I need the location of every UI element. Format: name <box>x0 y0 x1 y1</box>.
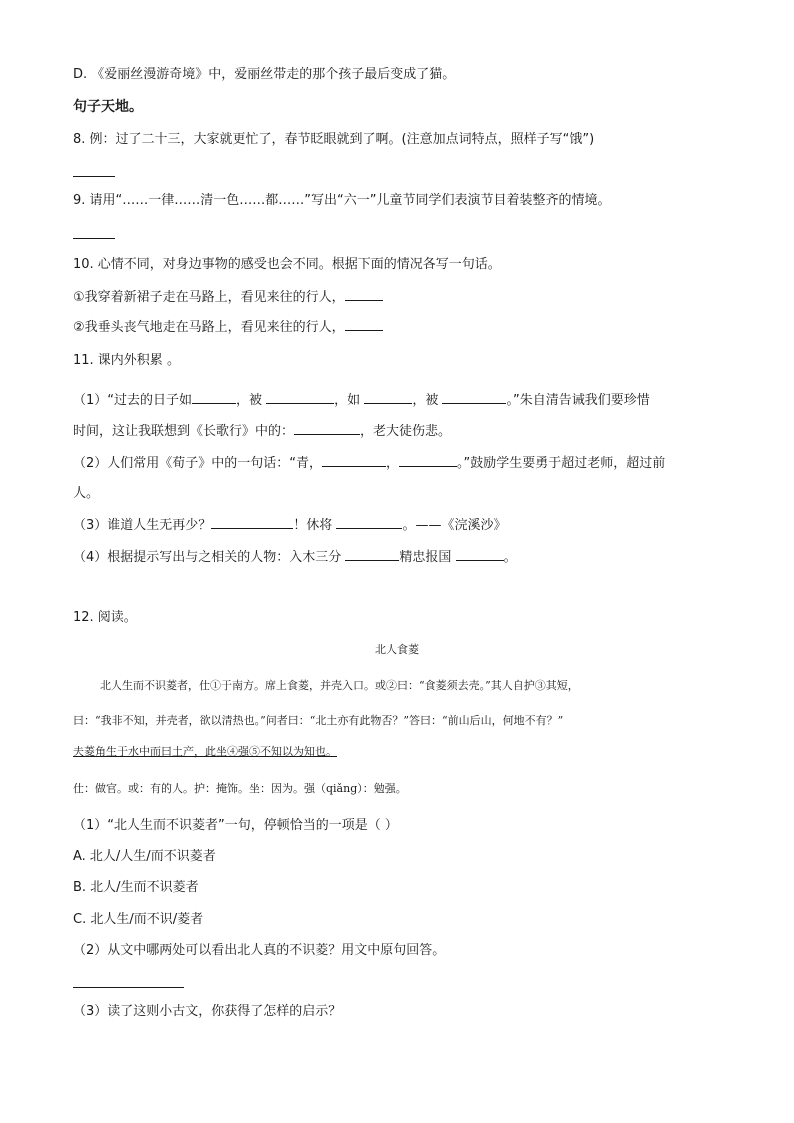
question-12-1: （1）“北人生而不识菱者”一句，停顿恰当的一项是（ ） <box>73 818 398 833</box>
passage-line-1: 北人生而不识菱者，仕①于南方。席上食菱，并壳入口。或②曰：“食菱须去壳。”其人自护③其短， <box>100 679 579 692</box>
blank[interactable] <box>266 391 334 404</box>
question-12-3: （3）读了这则小古文，你获得了怎样的启示？ <box>73 1004 342 1019</box>
answer-line-8[interactable] <box>73 176 115 177</box>
question-11-2-cont: 人。 <box>73 486 100 501</box>
passage-line-2: 曰：“我非不知，并壳者，欲以清热也。”问者曰：“北土亦有此物否？”答曰：“前山后山，何地不有？” <box>73 714 564 727</box>
option-d: D. 《爱丽丝漫游奇境》中，爱丽丝带走的那个孩子最后变成了猫。 <box>73 67 456 82</box>
blank[interactable] <box>294 422 360 435</box>
question-12-2: （2）从文中哪两处可以看出北人真的不识菱？用文中原句回答。 <box>73 943 446 958</box>
blank[interactable] <box>211 516 293 529</box>
question-10: 10. 心情不同，对身边事物的感受也会不同。根据下面的情况各写一句话。 <box>73 257 501 272</box>
passage-line-3: 夫菱角生于水中而曰土产，此坐④强⑤不知以为知也。 <box>73 745 337 758</box>
blank[interactable] <box>456 548 504 561</box>
option-c[interactable]: C. 北人生/而不识/菱者 <box>73 912 204 927</box>
question-11-3: （3）谁道人生无再少？ ！休将 。——《浣溪沙》 <box>73 518 507 533</box>
blank[interactable] <box>399 454 457 467</box>
question-11-2: （2）人们常用《荀子》中的一句话：“青， ， 。”鼓励学生要勇于超过老师，超过前 <box>73 456 666 471</box>
annotations: 仕：做官。或：有的人。护：掩饰。坐：因为。强（qiǎng）：勉强。 <box>73 782 407 795</box>
option-a[interactable]: A. 北人/人生/而不识菱者 <box>73 849 216 864</box>
question-12: 12. 阅读。 <box>73 610 137 625</box>
question-10-2: ②我垂头丧气地走在马路上，看见来往的行人， <box>73 318 383 337</box>
passage-title: 北人食菱 <box>375 643 419 656</box>
blank[interactable] <box>364 391 412 404</box>
option-b[interactable]: B. 北人/生而不识菱者 <box>73 880 199 895</box>
question-11: 11. 课内外积累 。 <box>73 353 180 368</box>
blank[interactable] <box>345 288 383 301</box>
question-11-1-cont: 时间，这让我联想到《长歌行》中的： ，老大徒伤悲。 <box>73 424 452 439</box>
blank[interactable] <box>442 391 506 404</box>
question-11-4: （4）根据提示写出与之相关的人物：入木三分 精忠报国 。 <box>73 550 517 565</box>
answer-line-9[interactable] <box>73 238 115 239</box>
blank[interactable] <box>345 548 399 561</box>
blank[interactable] <box>192 391 236 404</box>
section-title: 句子天地。 <box>73 99 143 115</box>
blank[interactable] <box>336 516 402 529</box>
answer-line-12-2[interactable] <box>73 987 184 988</box>
question-11-1: （1）“过去的日子如 ，被 ，如 ，被 。”朱自清告诫我们要珍惜 <box>73 393 650 408</box>
blank[interactable] <box>322 454 386 467</box>
blank[interactable] <box>345 318 383 331</box>
question-9: 9. 请用“……一律……清一色……都……”写出“六一”儿童节同学们表演节目着装整齐的情境。 <box>73 193 611 208</box>
question-8: 8. 例：过了二十三，大家就更忙了，春节眨眼就到了啊。(注意加点词特点，照样子写“饿”) <box>73 132 595 147</box>
question-10-1: ①我穿着新裙子走在马路上，看见来往的行人， <box>73 288 383 307</box>
